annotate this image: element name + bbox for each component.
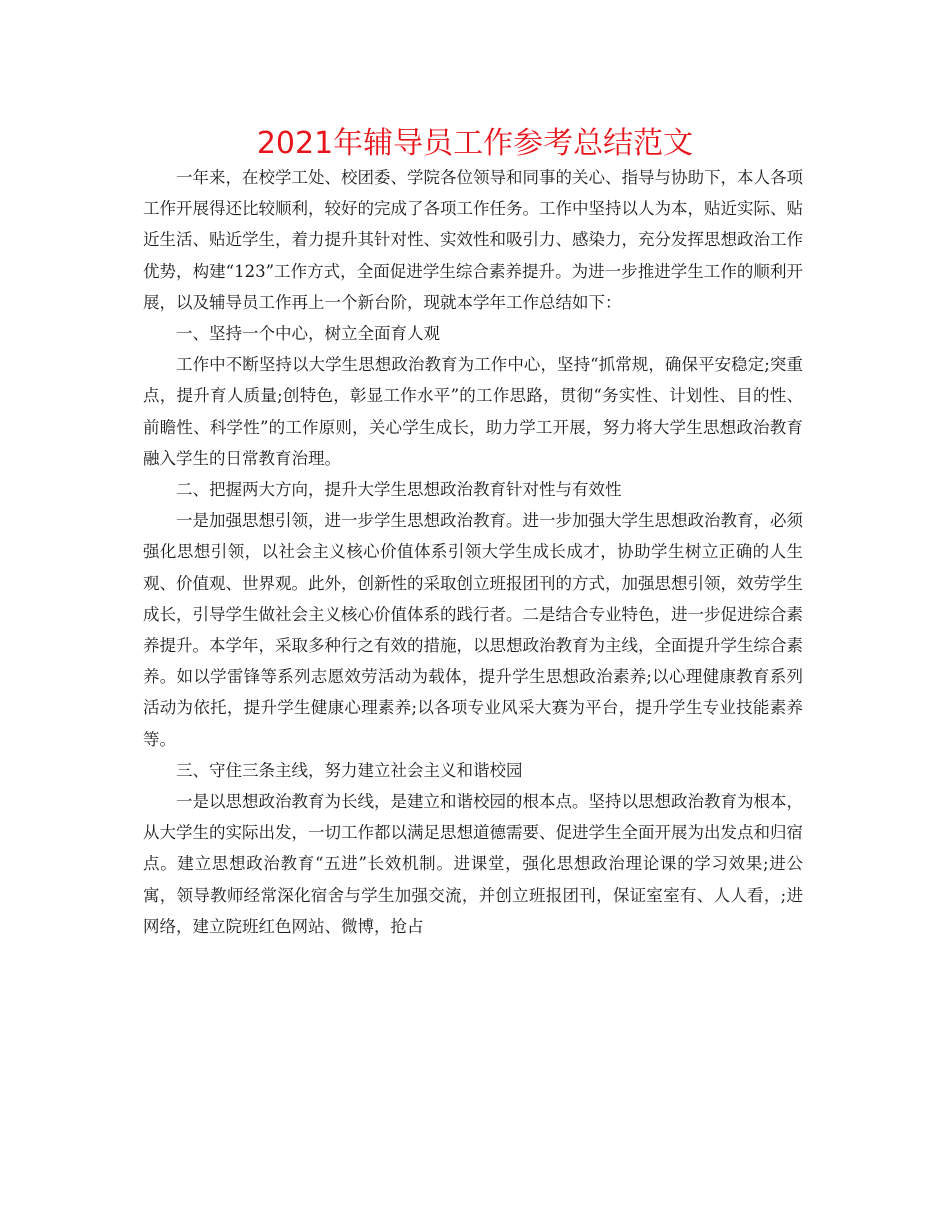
document-body — [143, 162, 803, 942]
paragraph-section-2: 一是加强思想引领，进一步学生思想政治教育。进一步加强大学生思想政治教育，必须强化思想引领，以社会主义核心价值体系引领大学生成长成才，协助学生树立正确的人生观、价值观、世界观。此外，创新性的采取创立班报团刊的方式，加强思想引领，效劳学生成长，引导学生做社会主义核心价值体系的践行者。二是结合专业特色，进一步促进综合素养提升。本学年，采取多种行之有效的措施，以思想政治教育为主线，全面提升学生综合素养。如以学雷锋等系列志愿效劳活动为载体，提升学生思想政治素养;以心理健康教育系列活动为依托，提升学生健康心理素养;以各项专业风采大赛为平台，提升学生专业技能素养等。 — [143, 511, 803, 749]
section-heading-3: 三、守住三条主线，努力建立社会主义和谐校园 — [176, 760, 523, 780]
section-heading-1: 一、坚持一个中心，树立全面育人观 — [176, 324, 440, 344]
section-heading-2: 二、把握两大方向，提升大学生思想政治教育针对性与有效性 — [176, 480, 622, 500]
paragraph-section-1: 工作中不断坚持以大学生思想政治教育为工作中心，坚持“抓常规，确保平安稳定;突重点，提升育人质量;创特色，彰显工作水平”的工作思路，贯彻“务实性、计划性、目的性、前瞻性、科学性”的工作原则，关心学生成长，助力学工开展，努力将大学生思想政治教育融入学生的日常教育治理。 — [143, 355, 803, 468]
document-title: 2021年辅导员工作参考总结范文 — [256, 126, 694, 161]
paragraph-intro: 一年来，在校学工处、校团委、学院各位领导和同事的关心、指导与协助下，本人各项工作开展得还比较顺利，较好的完成了各项工作任务。工作中坚持以人为本，贴近实际、贴近生活、贴近学生，着力提升其针对性、实效性和吸引力、感染力，充分发挥思想政治工作优势，构建“123”工作方式，全面促进学生综合素养提升。为进一步推进学生工作的顺利开展，以及辅导员工作再上一个新台阶，现就本学年工作总结如下： — [143, 168, 803, 312]
paragraph-section-3: 一是以思想政治教育为长线，是建立和谐校园的根本点。坚持以思想政治教育为根本，从大学生的实际出发，一切工作都以满足思想道德需要、促进学生全面开展为出发点和归宿点。建立思想政治教育“五进”长效机制。进课堂，强化思想政治理论课的学习效果;进公寓，领导教师经常深化宿舍与学生加强交流，并创立班报团刊，保证室室有、人人看，;进网络，建立院班红色网站、微博，抢占 — [143, 792, 803, 936]
